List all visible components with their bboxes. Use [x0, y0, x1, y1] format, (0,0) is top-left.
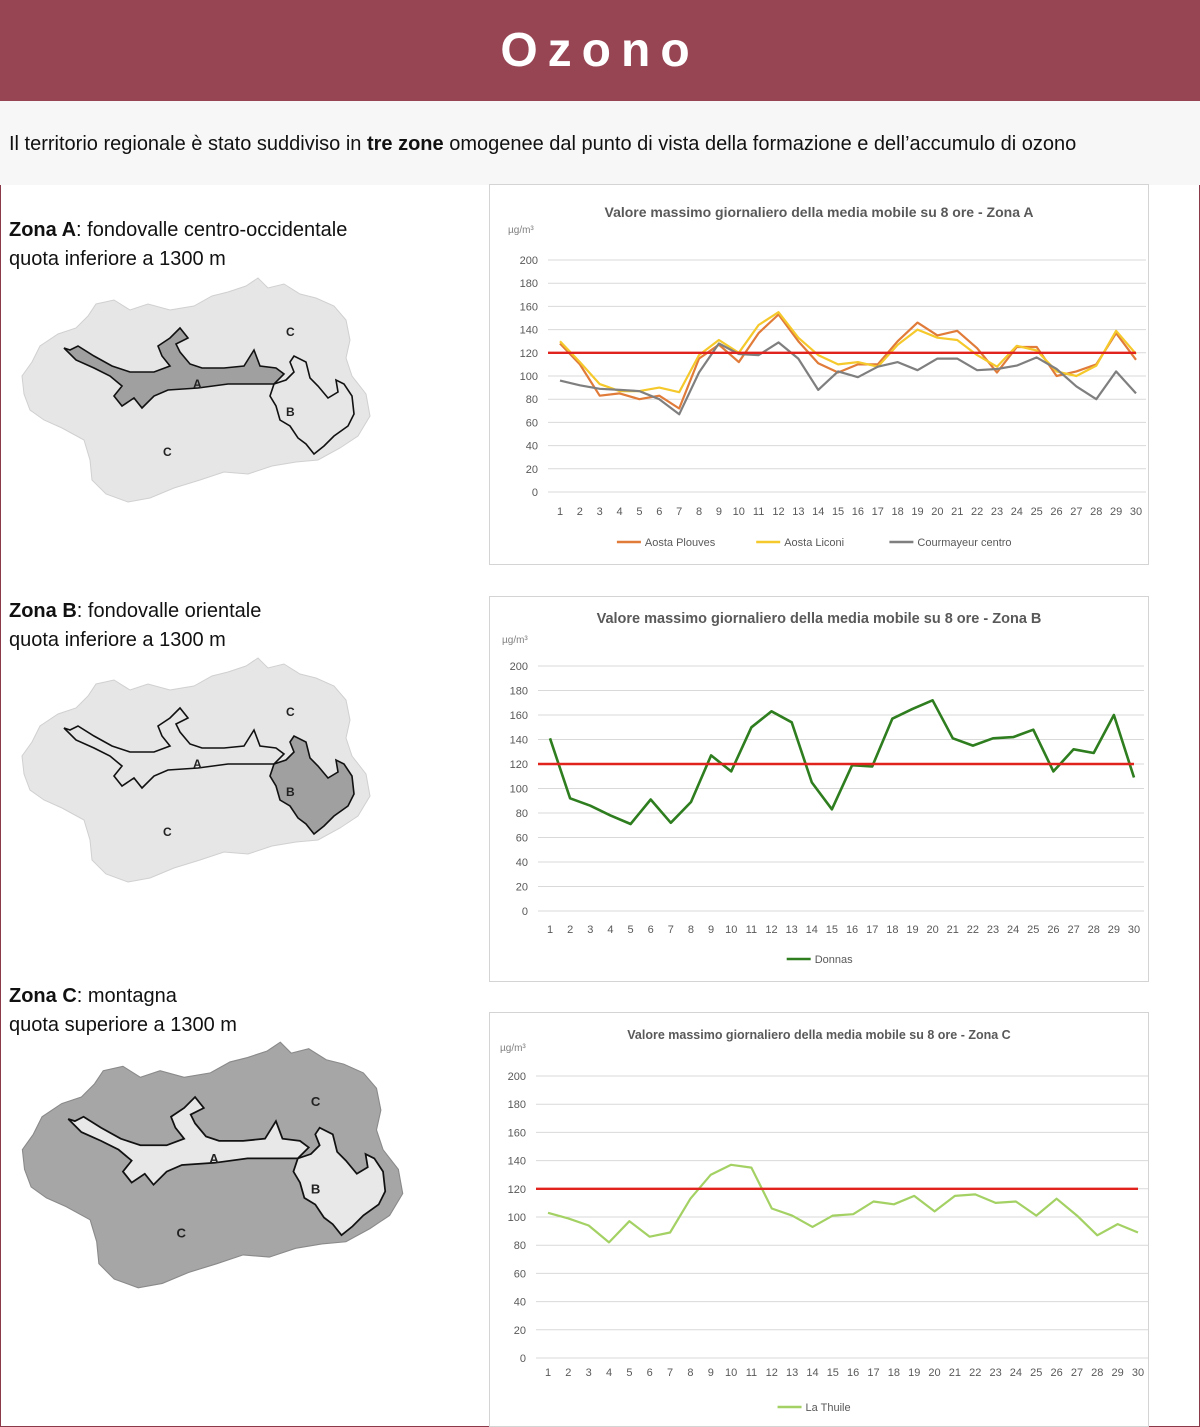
map-label-b: B — [310, 1181, 321, 1197]
map-label-c-north: C — [286, 325, 295, 339]
x-tick-label: 16 — [847, 1367, 860, 1379]
zone-b-map — [18, 656, 373, 884]
intro-text-after: omogenee dal punto di vista della formazione e dell’accumulo di ozono — [443, 133, 1077, 155]
zone-b-desc: : fondovalle orientale — [76, 600, 262, 622]
x-tick-label: 4 — [605, 1367, 613, 1379]
map-label-a: A — [193, 377, 202, 391]
zone-b-name: Zona B — [9, 600, 77, 622]
map-label-c-north: C — [286, 705, 295, 719]
x-tick-label: 19 — [908, 1367, 921, 1379]
x-tick-label: 22 — [966, 924, 980, 936]
x-tick-label: 19 — [911, 506, 924, 518]
x-tick-label: 25 — [1027, 924, 1040, 936]
x-tick-label: 13 — [786, 1367, 799, 1379]
y-tick-label: 100 — [519, 371, 538, 383]
x-tick-label: 9 — [715, 506, 722, 518]
page-title: Ozono — [500, 24, 700, 77]
x-tick-label: 11 — [752, 506, 765, 518]
x-tick-label: 28 — [1091, 1367, 1104, 1379]
y-tick-label: 60 — [515, 832, 528, 845]
map-label-b: B — [286, 785, 295, 799]
x-tick-label: 28 — [1087, 924, 1100, 936]
x-tick-label: 25 — [1030, 506, 1043, 518]
zone-c-desc: : montagna — [76, 985, 177, 1007]
chart-zone-c — [489, 1012, 1149, 1427]
y-tick-label: 100 — [507, 1212, 526, 1224]
map-label-c-north: C — [310, 1093, 321, 1109]
x-tick-label: 25 — [1030, 1367, 1043, 1379]
zone-a-description — [9, 216, 347, 274]
y-tick-label: 120 — [507, 1183, 526, 1196]
x-tick-label: 30 — [1131, 1367, 1145, 1379]
x-tick-label: 6 — [647, 924, 654, 936]
chart-zone-b — [489, 596, 1149, 982]
zone-c-name: Zona C — [9, 985, 77, 1007]
y-tick-label: 20 — [513, 1324, 526, 1337]
x-tick-label: 27 — [1070, 506, 1083, 518]
chart-svg — [490, 185, 1148, 564]
x-tick-label: 23 — [990, 506, 1004, 518]
x-tick-label: 23 — [986, 924, 1000, 936]
map-label-c-south: C — [163, 445, 172, 459]
x-tick-label: 3 — [596, 506, 603, 518]
y-tick-label: 0 — [519, 1353, 526, 1365]
y-tick-label: 180 — [507, 1099, 526, 1112]
x-tick-label: 3 — [587, 924, 594, 936]
x-tick-label: 11 — [745, 1367, 758, 1379]
x-tick-label: 2 — [565, 1367, 572, 1379]
x-tick-label: 2 — [576, 506, 583, 518]
x-tick-label: 17 — [866, 924, 879, 936]
x-tick-label: 9 — [708, 924, 715, 936]
x-tick-label: 15 — [831, 506, 845, 518]
x-tick-label: 18 — [886, 924, 899, 936]
x-tick-label: 22 — [970, 506, 984, 518]
x-tick-label: 3 — [585, 1367, 592, 1379]
zone-b-quota: quota inferiore a 1300 m — [9, 629, 226, 651]
x-tick-label: 6 — [646, 1367, 653, 1379]
y-tick-label: 40 — [515, 857, 528, 869]
y-axis-unit-label: µg/m³ — [508, 225, 534, 236]
x-tick-label: 13 — [792, 506, 805, 518]
zone-c-quota: quota superiore a 1300 m — [9, 1014, 237, 1036]
x-tick-label: 8 — [687, 924, 695, 936]
x-tick-label: 24 — [1009, 1367, 1023, 1379]
y-tick-label: 20 — [525, 463, 538, 476]
x-tick-label: 9 — [707, 1367, 714, 1379]
x-tick-label: 10 — [724, 1367, 738, 1379]
legend-label: Courmayeur centro — [917, 537, 1012, 549]
y-tick-label: 200 — [519, 255, 538, 267]
x-tick-label: 5 — [627, 924, 634, 936]
map-label-c-south: C — [176, 1225, 186, 1241]
y-tick-label: 180 — [519, 278, 538, 291]
zone-b-description — [9, 597, 261, 655]
y-tick-label: 0 — [531, 487, 538, 499]
zone-a-quota: quota inferiore a 1300 m — [9, 248, 226, 270]
x-tick-label: 2 — [567, 924, 574, 936]
x-tick-label: 26 — [1047, 924, 1060, 936]
y-tick-label: 200 — [509, 661, 528, 673]
x-tick-label: 23 — [989, 1367, 1002, 1379]
x-tick-label: 4 — [607, 924, 614, 936]
chart-zone-a — [489, 184, 1149, 565]
chart-title: Valore massimo giornaliero della media mobile su 8 ore - Zona A — [604, 204, 1034, 220]
y-tick-label: 180 — [509, 685, 528, 698]
intro-band — [0, 101, 1200, 185]
x-tick-label: 26 — [1050, 1367, 1063, 1379]
x-tick-label: 20 — [926, 924, 939, 936]
x-tick-label: 8 — [687, 1367, 694, 1379]
x-tick-label: 21 — [948, 1367, 962, 1379]
x-tick-label: 18 — [891, 506, 904, 518]
y-tick-label: 140 — [519, 324, 538, 337]
legend-label: La Thuile — [805, 1402, 851, 1414]
x-tick-label: 15 — [825, 924, 839, 936]
y-tick-label: 80 — [525, 394, 538, 407]
series-line-donnas — [550, 700, 1134, 824]
x-tick-label: 14 — [805, 924, 818, 936]
map-label-c-south: C — [163, 825, 172, 839]
y-tick-label: 120 — [509, 759, 528, 771]
x-tick-label: 12 — [765, 924, 778, 936]
x-tick-label: 11 — [745, 924, 758, 936]
x-tick-label: 29 — [1111, 1367, 1124, 1379]
intro-text — [9, 133, 1076, 156]
x-tick-label: 24 — [1007, 924, 1020, 936]
x-tick-label: 24 — [1010, 506, 1023, 518]
intro-text-bold: tre zone — [366, 133, 444, 155]
y-tick-label: 40 — [525, 440, 538, 453]
y-tick-label: 140 — [509, 734, 528, 747]
x-tick-label: 12 — [765, 1367, 778, 1379]
x-tick-label: 1 — [546, 924, 554, 936]
x-tick-label: 14 — [806, 1367, 819, 1379]
y-tick-label: 140 — [507, 1155, 526, 1168]
x-tick-label: 21 — [951, 506, 964, 518]
y-tick-label: 40 — [513, 1296, 526, 1309]
x-tick-label: 27 — [1070, 1367, 1084, 1379]
x-tick-label: 7 — [667, 924, 674, 936]
zone-c-map — [18, 1040, 406, 1290]
y-tick-label: 100 — [509, 783, 528, 796]
x-tick-label: 5 — [626, 1367, 633, 1379]
x-tick-label: 10 — [725, 924, 738, 936]
intro-text-before: Il territorio regionale è stato suddiviso in — [9, 133, 367, 155]
map-label-b: B — [286, 405, 295, 419]
x-tick-label: 16 — [845, 924, 859, 936]
x-tick-label: 5 — [636, 506, 643, 518]
x-tick-label: 20 — [931, 506, 944, 518]
x-tick-label: 26 — [1050, 506, 1063, 518]
x-tick-label: 20 — [928, 1367, 941, 1379]
zone-a-name: Zona A — [9, 219, 77, 241]
y-tick-label: 120 — [519, 347, 538, 360]
y-axis-unit-label: µg/m³ — [502, 635, 528, 646]
x-tick-label: 19 — [906, 924, 919, 936]
x-tick-label: 17 — [871, 506, 884, 518]
series-line-la-thuile — [548, 1165, 1138, 1243]
map-label-a: A — [193, 757, 202, 771]
y-tick-label: 80 — [515, 808, 528, 820]
y-tick-label: 0 — [521, 906, 528, 918]
chart-svg — [490, 1013, 1148, 1426]
x-tick-label: 8 — [695, 506, 703, 518]
x-tick-label: 22 — [969, 1367, 982, 1379]
x-tick-label: 30 — [1127, 924, 1141, 936]
y-tick-label: 200 — [507, 1071, 526, 1083]
legend-label: Donnas — [814, 954, 853, 966]
x-tick-label: 21 — [946, 924, 959, 936]
x-tick-label: 17 — [867, 1367, 880, 1379]
legend-label: Aosta Plouves — [644, 537, 716, 549]
x-tick-label: 6 — [656, 506, 663, 518]
x-tick-label: 14 — [812, 506, 825, 518]
y-axis-unit-label: µg/m³ — [500, 1043, 526, 1054]
page-header — [0, 0, 1200, 101]
x-tick-label: 10 — [732, 506, 745, 518]
x-tick-label: 7 — [667, 1367, 674, 1379]
x-tick-label: 1 — [544, 1367, 552, 1379]
x-tick-label: 29 — [1107, 924, 1120, 936]
zone-a-desc: : fondovalle centro-occidentale — [76, 219, 348, 241]
map-label-a: A — [209, 1150, 219, 1166]
x-tick-label: 12 — [772, 506, 785, 518]
y-tick-label: 20 — [515, 881, 528, 894]
y-tick-label: 160 — [519, 301, 538, 314]
chart-svg — [490, 597, 1148, 981]
x-tick-label: 18 — [887, 1367, 900, 1379]
chart-title: Valore massimo giornaliero della media mobile su 8 ore - Zona C — [627, 1028, 1011, 1042]
x-tick-label: 27 — [1067, 924, 1080, 936]
x-tick-label: 16 — [851, 506, 865, 518]
y-tick-label: 160 — [509, 710, 528, 722]
y-tick-label: 60 — [513, 1268, 526, 1281]
x-tick-label: 4 — [616, 506, 623, 518]
x-tick-label: 28 — [1090, 506, 1103, 518]
x-tick-label: 15 — [826, 1367, 839, 1379]
x-tick-label: 30 — [1129, 506, 1143, 518]
legend-label: Aosta Liconi — [784, 537, 845, 549]
x-tick-label: 1 — [556, 506, 564, 518]
zone-c-description — [9, 982, 237, 1040]
x-tick-label: 29 — [1110, 506, 1123, 518]
y-tick-label: 160 — [507, 1127, 526, 1140]
zone-a-map — [18, 276, 373, 504]
y-tick-label: 80 — [513, 1240, 526, 1253]
y-tick-label: 60 — [525, 417, 538, 430]
chart-title: Valore massimo giornaliero della media mobile su 8 ore - Zona B — [596, 611, 1042, 627]
x-tick-label: 7 — [676, 506, 683, 518]
x-tick-label: 13 — [785, 924, 798, 936]
